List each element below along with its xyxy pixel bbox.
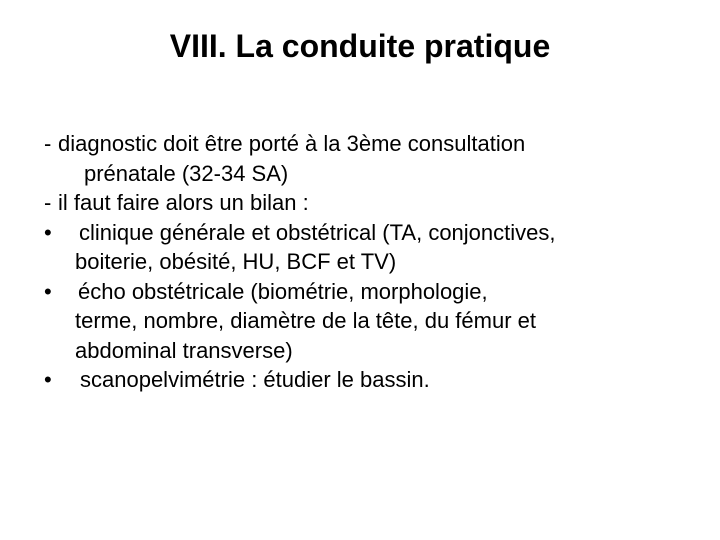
content-list [44, 129, 694, 395]
list-item-line: terme, nombre, diamètre de la tête, du fémur et [75, 308, 537, 333]
list-item-scanopelvimetrie [44, 365, 694, 395]
list-item-line: diagnostic doit être porté à la 3ème consultation [58, 131, 526, 156]
bullet-marker: • [44, 367, 52, 392]
slide-title: VIII. La conduite pratique [169, 28, 551, 64]
bullet-marker: • [44, 278, 52, 304]
list-item-line: écho obstétricale (biométrie, morphologie, [78, 278, 488, 304]
list-item-line: il faut faire alors un bilan : [58, 190, 309, 215]
list-item-clinique [44, 218, 694, 277]
list-item-line: prénatale (32-34 SA) [84, 160, 289, 186]
list-item-bilan [44, 188, 694, 218]
list-item-line: clinique générale et obstétrical (TA, conjonctives, [79, 219, 556, 245]
list-item-line: abdominal transverse) [75, 337, 293, 363]
list-item-line: scanopelvimétrie : étudier le bassin. [80, 367, 430, 392]
list-item-echo [44, 277, 694, 366]
list-item-line: boiterie, obésité, HU, BCF et TV) [75, 249, 397, 274]
dash-marker: - [44, 131, 52, 156]
dash-marker: - [44, 190, 52, 215]
list-item-diagnostic [44, 129, 694, 188]
bullet-marker: • [44, 219, 52, 245]
